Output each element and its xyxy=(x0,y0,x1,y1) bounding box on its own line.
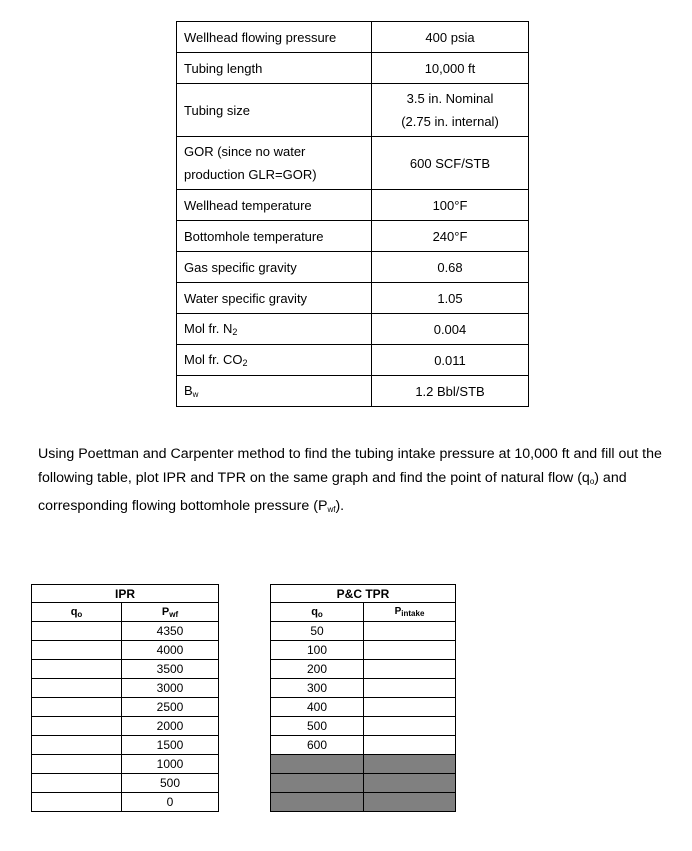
table-row xyxy=(32,679,219,698)
property-value: 0.68 xyxy=(372,252,529,283)
pintake-cell[interactable] xyxy=(364,660,456,679)
qo-cell[interactable] xyxy=(32,736,122,755)
property-value: 10,000 ft xyxy=(372,53,529,84)
name-line-2: production GLR=GOR) xyxy=(184,167,317,182)
subscript: 2 xyxy=(232,327,238,337)
qo-cell[interactable] xyxy=(32,641,122,660)
ipr-title: IPR xyxy=(32,585,219,603)
qo-cell[interactable] xyxy=(32,793,122,812)
tpr-title: P&C TPR xyxy=(271,585,456,603)
table-row xyxy=(32,698,219,717)
name-line-1: GOR (since no water xyxy=(184,144,306,159)
property-value: 0.004 xyxy=(372,314,529,345)
value-line-1: 3.5 in. Nominal xyxy=(406,91,494,106)
pwf-cell: 1000 xyxy=(122,755,219,774)
pintake-cell[interactable] xyxy=(364,679,456,698)
property-value xyxy=(372,84,529,137)
qo-cell[interactable] xyxy=(32,679,122,698)
table-row xyxy=(32,717,219,736)
property-value: 1.2 Bbl/STB xyxy=(372,376,529,407)
pwf-cell: 4350 xyxy=(122,622,219,641)
shaded-cell xyxy=(271,755,364,774)
table-row xyxy=(271,679,456,698)
property-name: Tubing size xyxy=(177,84,372,137)
qo-header xyxy=(32,603,122,622)
well-properties-table xyxy=(176,21,529,407)
table-row xyxy=(32,622,219,641)
qo-cell[interactable] xyxy=(32,755,122,774)
table-row xyxy=(271,717,456,736)
property-name: Gas specific gravity xyxy=(177,252,372,283)
table-row xyxy=(177,314,529,345)
qo-cell: 100 xyxy=(271,641,364,660)
property-name: Wellhead temperature xyxy=(177,190,372,221)
pintake-cell[interactable] xyxy=(364,622,456,641)
property-name xyxy=(177,314,372,345)
symbol: q xyxy=(70,605,78,618)
pwf-cell: 3500 xyxy=(122,660,219,679)
subscript: 2 xyxy=(242,358,248,368)
qo-cell[interactable] xyxy=(32,660,122,679)
subscript: o xyxy=(317,609,323,619)
pintake-cell[interactable] xyxy=(364,698,456,717)
table-header-row xyxy=(32,585,219,603)
pwf-cell: 1500 xyxy=(122,736,219,755)
table-row xyxy=(177,190,529,221)
table-row xyxy=(177,22,529,53)
table-row xyxy=(177,345,529,376)
pintake-cell[interactable] xyxy=(364,717,456,736)
property-value: 0.011 xyxy=(372,345,529,376)
subscript: wf xyxy=(169,609,179,619)
table-row xyxy=(177,376,529,407)
table-row xyxy=(271,622,456,641)
symbol: P xyxy=(161,605,170,618)
pintake-cell[interactable] xyxy=(364,736,456,755)
shaded-row xyxy=(271,793,456,812)
property-name: Bottomhole temperature xyxy=(177,221,372,252)
property-name xyxy=(177,345,372,376)
tpr-table xyxy=(270,584,456,812)
property-name xyxy=(177,376,372,407)
table-row xyxy=(177,137,529,190)
table-row xyxy=(271,660,456,679)
table-row xyxy=(32,641,219,660)
property-value: 240°F xyxy=(372,221,529,252)
shaded-cell xyxy=(364,774,456,793)
property-name: Water specific gravity xyxy=(177,283,372,314)
table-row xyxy=(177,252,529,283)
value-line-2: (2.75 in. internal) xyxy=(401,114,499,129)
property-name xyxy=(177,137,372,190)
ipr-table xyxy=(31,584,219,812)
qo-cell[interactable] xyxy=(32,774,122,793)
table-row xyxy=(32,774,219,793)
table-row xyxy=(32,660,219,679)
name-text: B xyxy=(184,383,193,398)
qo-header xyxy=(271,603,364,622)
qo-cell[interactable] xyxy=(32,698,122,717)
qo-cell: 600 xyxy=(271,736,364,755)
table-row xyxy=(271,641,456,660)
table-row xyxy=(32,736,219,755)
pwf-cell: 2500 xyxy=(122,698,219,717)
qo-cell: 400 xyxy=(271,698,364,717)
pwf-cell: 3000 xyxy=(122,679,219,698)
shaded-cell xyxy=(271,793,364,812)
pwf-cell: 4000 xyxy=(122,641,219,660)
property-name: Wellhead flowing pressure xyxy=(177,22,372,53)
subscript: wf xyxy=(327,505,336,514)
qo-cell: 300 xyxy=(271,679,364,698)
table-row xyxy=(177,84,529,137)
pwf-cell: 2000 xyxy=(122,717,219,736)
instructions-paragraph xyxy=(38,442,678,522)
pintake-header xyxy=(364,603,456,622)
table-row xyxy=(177,53,529,84)
pintake-cell[interactable] xyxy=(364,641,456,660)
pwf-header xyxy=(122,603,219,622)
qo-cell[interactable] xyxy=(32,717,122,736)
qo-cell: 500 xyxy=(271,717,364,736)
qo-cell[interactable] xyxy=(32,622,122,641)
table-row xyxy=(271,698,456,717)
subscript: intake xyxy=(401,609,425,618)
name-text: Mol fr. N xyxy=(184,321,233,336)
column-header-row xyxy=(32,603,219,622)
paragraph-text: ) and corresponding flowing bottomhole pressure (P xyxy=(38,470,627,514)
table-row xyxy=(32,755,219,774)
table-row xyxy=(32,793,219,812)
pwf-cell: 500 xyxy=(122,774,219,793)
shaded-row xyxy=(271,755,456,774)
shaded-cell xyxy=(364,755,456,774)
property-value: 400 psia xyxy=(372,22,529,53)
symbol: q xyxy=(311,605,318,618)
qo-cell: 50 xyxy=(271,622,364,641)
name-text: Mol fr. CO xyxy=(184,352,243,367)
table-row xyxy=(177,221,529,252)
shaded-row xyxy=(271,774,456,793)
paragraph-text: ). xyxy=(335,498,345,514)
column-header-row xyxy=(271,603,456,622)
subscript: o xyxy=(77,609,83,619)
pwf-cell: 0 xyxy=(122,793,219,812)
qo-cell: 200 xyxy=(271,660,364,679)
table-row xyxy=(271,736,456,755)
property-value: 100°F xyxy=(372,190,529,221)
subscript: o xyxy=(589,477,595,486)
property-name: Tubing length xyxy=(177,53,372,84)
table-row xyxy=(177,283,529,314)
property-value: 1.05 xyxy=(372,283,529,314)
subscript: w xyxy=(192,390,199,399)
paragraph-text: Using Poettman and Carpenter method to find the tubing intake pressure at 10,000 ft and fill out the following table, plot IPR and TPR on the same graph and find the point of natural flow (q xyxy=(38,446,662,486)
property-value: 600 SCF/STB xyxy=(372,137,529,190)
table-header-row xyxy=(271,585,456,603)
symbol: P xyxy=(394,606,402,617)
shaded-cell xyxy=(271,774,364,793)
shaded-cell xyxy=(364,793,456,812)
